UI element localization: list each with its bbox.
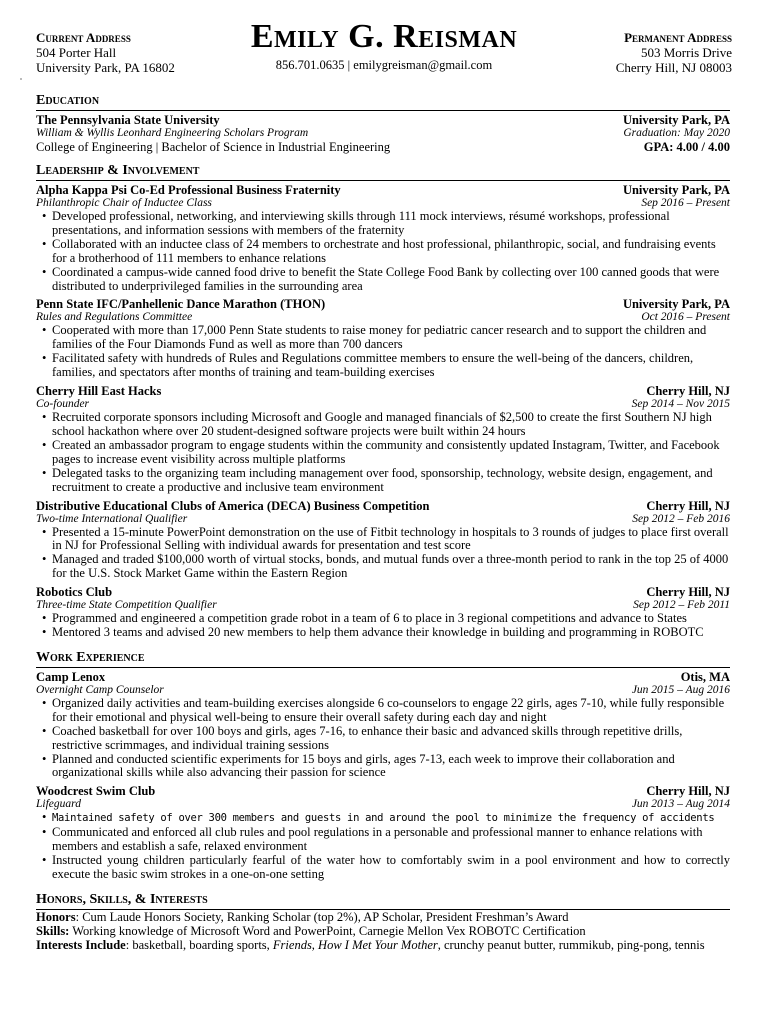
date-range: Sep 2014 – Nov 2015 xyxy=(631,398,730,411)
interests-text-b: , crunchy peanut butter, rummikub, ping-pong, tennis xyxy=(437,937,705,952)
entry-woodcrest xyxy=(36,784,730,882)
date-range: Jun 2015 – Aug 2016 xyxy=(631,683,730,696)
org-location: Cherry Hill, NJ xyxy=(646,384,730,399)
date-range: Sep 2012 – Feb 2016 xyxy=(632,512,730,525)
bullet-icon: • xyxy=(42,351,47,366)
list-item: • Collaborated with an inductee class of 24 members to orchestrate and host professional, philanthropic, social, and fundraising events for a brotherhood of 111 members to enhance relations xyxy=(42,236,716,265)
graduation-date: Graduation: May 2020 xyxy=(623,127,730,139)
date-range: Jun 2013 – Aug 2014 xyxy=(631,798,730,811)
skills-line xyxy=(36,924,730,938)
bullet-icon: • xyxy=(42,323,47,338)
bullet-icon: • xyxy=(42,695,47,710)
honors-label: Honors xyxy=(36,909,76,924)
scan-mark xyxy=(20,78,22,80)
current-address-label: Current Address xyxy=(36,30,131,45)
list-item: • Recruited corporate sponsors including Microsoft and Google and managed financials of $2,500 to create the first Southern NJ high school hackathon where over 20 student-designed software projects were built within 24 hours xyxy=(42,410,712,438)
education-heading: Education xyxy=(36,93,730,111)
list-item: • Facilitated safety with hundreds of Rules and Regulations committee members to ensure the well-being of the dancers, children, families, and spectators after months of training and team-building exercises xyxy=(42,351,694,380)
work-heading: Work Experience xyxy=(36,650,730,668)
contact-info: 856.701.0635 | emilygreisman@gmail.com xyxy=(275,58,493,72)
interests-line xyxy=(36,938,730,952)
entry-hacks xyxy=(36,384,730,494)
org-location: University Park, PA xyxy=(622,183,730,197)
skills-text: Working knowledge of Microsoft Word and PowerPoint, Carnegie Mellon Vex ROBOTC Certification xyxy=(69,923,586,938)
entry-thon xyxy=(36,297,730,380)
org-name: Distributive Educational Clubs of America (DECA) Business Competition xyxy=(36,498,430,513)
role-title: Three-time State Competition Qualifier xyxy=(36,599,217,612)
bullet-icon: • xyxy=(42,209,47,223)
list-item: • Managed and traded $100,000 worth of virtual stocks, bonds, and mutual funds over a three-month period to rank in the top 25 of 4000 for the U.S. Stock Market Game within the Eastern Region xyxy=(42,552,729,581)
bullet-icon: • xyxy=(42,853,47,868)
program-name: William & Wyllis Leonhard Engineering Scholars Program xyxy=(36,127,309,139)
entry-deca xyxy=(36,499,730,582)
interests-italic: Friends, How I Met Your Mother xyxy=(272,937,438,952)
bullet-icon: • xyxy=(42,825,47,840)
permanent-address-label: Permanent Address xyxy=(624,30,732,45)
list-item: • Communicated and enforced all club rules and pool regulations in a personable and professional manner to enhance relations with members and establish a safe, relaxed environment xyxy=(42,825,703,854)
bullet-icon: • xyxy=(42,264,47,279)
org-name: Camp Lenox xyxy=(36,669,106,684)
role-title: Two-time International Qualifier xyxy=(36,512,188,525)
org-location: Otis, MA xyxy=(680,669,730,684)
interests-label: Interests Include xyxy=(36,937,126,952)
bullet-icon: • xyxy=(42,524,47,539)
list-item: • Maintained safety of over 300 members and guests in and around the pool to minimize the frequency of accidents xyxy=(42,810,715,825)
permanent-address xyxy=(616,30,732,75)
current-address-line1: 504 Porter Hall xyxy=(36,45,117,60)
role-title: Philanthropic Chair of Inductee Class xyxy=(36,197,212,209)
role-title: Rules and Regulations Committee xyxy=(36,311,193,324)
role-title: Lifeguard xyxy=(36,798,81,811)
bullet-icon: • xyxy=(42,625,47,640)
entry-akpsi xyxy=(36,183,730,293)
role-title: Co-founder xyxy=(36,398,90,411)
school-location: University Park, PA xyxy=(622,113,730,127)
org-name: Woodcrest Swim Club xyxy=(36,784,156,799)
org-name: Robotics Club xyxy=(36,585,113,600)
permanent-address-line1: 503 Morris Drive xyxy=(641,45,732,60)
list-item: • Developed professional, networking, and interviewing skills through 111 mock interviews, résumé workshops, professional presentations, and information sessions with members of the fraternity xyxy=(42,209,670,237)
org-location: Cherry Hill, NJ xyxy=(646,784,730,799)
bullet-icon: • xyxy=(42,723,47,738)
list-item: • Programmed and engineered a competition grade robot in a team of 6 to place in 3 regional competitions and advance to States xyxy=(42,611,687,626)
candidate-name: Emily G. Reisman xyxy=(250,18,518,55)
gpa: GPA: 4.00 / 4.00 xyxy=(643,140,730,154)
bullet-icon: • xyxy=(42,465,47,480)
entry-camp-lenox xyxy=(36,670,730,780)
bullet-icon: • xyxy=(42,437,47,452)
permanent-address-line2: Cherry Hill, NJ 08003 xyxy=(615,60,732,75)
list-item: • Presented a 15-minute PowerPoint demonstration on the use of Fitbit technology in hospitals to 3 rounds of judges to place first overall in NJ for Professional Selling with individual awards for presentation and test score xyxy=(42,524,729,553)
bullet-icon: • xyxy=(42,810,47,825)
bullet-icon: • xyxy=(42,751,47,766)
date-range: Sep 2012 – Feb 2011 xyxy=(633,599,730,612)
resume-body xyxy=(36,86,730,952)
bullet-icon: • xyxy=(42,552,47,567)
honors-heading: Honors, Skills, & Interests xyxy=(36,892,730,910)
list-item: • Created an ambassador program to engage students within the community and consistently updated Instagram, Twitter, and Facebook pages to increase event visibility across multiple platforms xyxy=(42,437,720,466)
date-range: Sep 2016 – Present xyxy=(641,197,730,209)
list-item: • Cooperated with more than 17,000 Penn State students to raise money for pediatric cancer research and to support the children and families of the Four Diamonds Fund as well as more than 700 dancers xyxy=(42,323,707,352)
role-title: Overnight Camp Counselor xyxy=(36,683,164,696)
list-item: • Coached basketball for over 100 boys and girls, ages 7-16, to enhance their basic and advanced skills through repetitive drills, restrictive scrimmages, and individual training sessions xyxy=(42,723,683,752)
honors-text: : Cum Laude Honors Society, Ranking Scholar (top 2%), AP Scholar, President Freshman’s Award xyxy=(75,909,569,924)
org-name: Alpha Kappa Psi Co-Ed Professional Business Fraternity xyxy=(36,183,341,197)
list-item: • Delegated tasks to the organizing team including management over food, sponsorship, technology, website design, engagement, and recruitment to create a productive and inclusive team environment xyxy=(42,465,713,494)
list-item: • Organized daily activities and team-building exercises alongside 6 co-counselors to engage 22 girls, ages 7-10, while fully responsible for their emotional and physical well-being to ensure their overall safety during each day and night xyxy=(42,695,725,724)
list-item: • Mentored 3 teams and advised 20 new members to help them advance their knowledge in building and programming in ROBOTC xyxy=(42,625,704,640)
org-location: University Park, PA xyxy=(622,297,730,312)
current-address-line2: University Park, PA 16802 xyxy=(36,60,175,75)
org-location: Cherry Hill, NJ xyxy=(646,585,730,600)
entry-robotics xyxy=(36,585,730,640)
degree: College of Engineering | Bachelor of Science in Industrial Engineering xyxy=(36,140,391,154)
org-name: Cherry Hill East Hacks xyxy=(36,384,162,399)
bullet-icon: • xyxy=(42,410,47,425)
list-item: • Coordinated a campus-wide canned food drive to benefit the State College Food Bank by collecting over 100 canned goods that were distributed to underprivileged families in the surrounding area xyxy=(42,264,720,293)
honors-line xyxy=(36,910,730,924)
list-item: • Instructed young children particularly fearful of the water how to comfortably swim in a pool environment and how to correctly execute the basic swim strokes in a one-on-one setting xyxy=(42,853,730,881)
school-name: The Pennsylvania State University xyxy=(36,113,220,127)
interests-text-a: : basketball, boarding sports, xyxy=(125,937,273,952)
skills-label: Skills: xyxy=(36,923,70,938)
leadership-heading: Leadership & Involvement xyxy=(36,163,730,181)
org-location: Cherry Hill, NJ xyxy=(646,498,730,513)
org-name: Penn State IFC/Panhellenic Dance Marathon (THON) xyxy=(36,297,326,312)
bullet-icon: • xyxy=(42,236,47,251)
education-entry xyxy=(36,113,730,154)
date-range: Oct 2016 – Present xyxy=(641,311,730,324)
list-item: • Planned and conducted scientific experiments for 15 boys and girls, ages 7-13, each week to improve their collaboration and organizational skills while also advancing their passion for science xyxy=(42,751,675,780)
bullet-icon: • xyxy=(42,611,47,626)
